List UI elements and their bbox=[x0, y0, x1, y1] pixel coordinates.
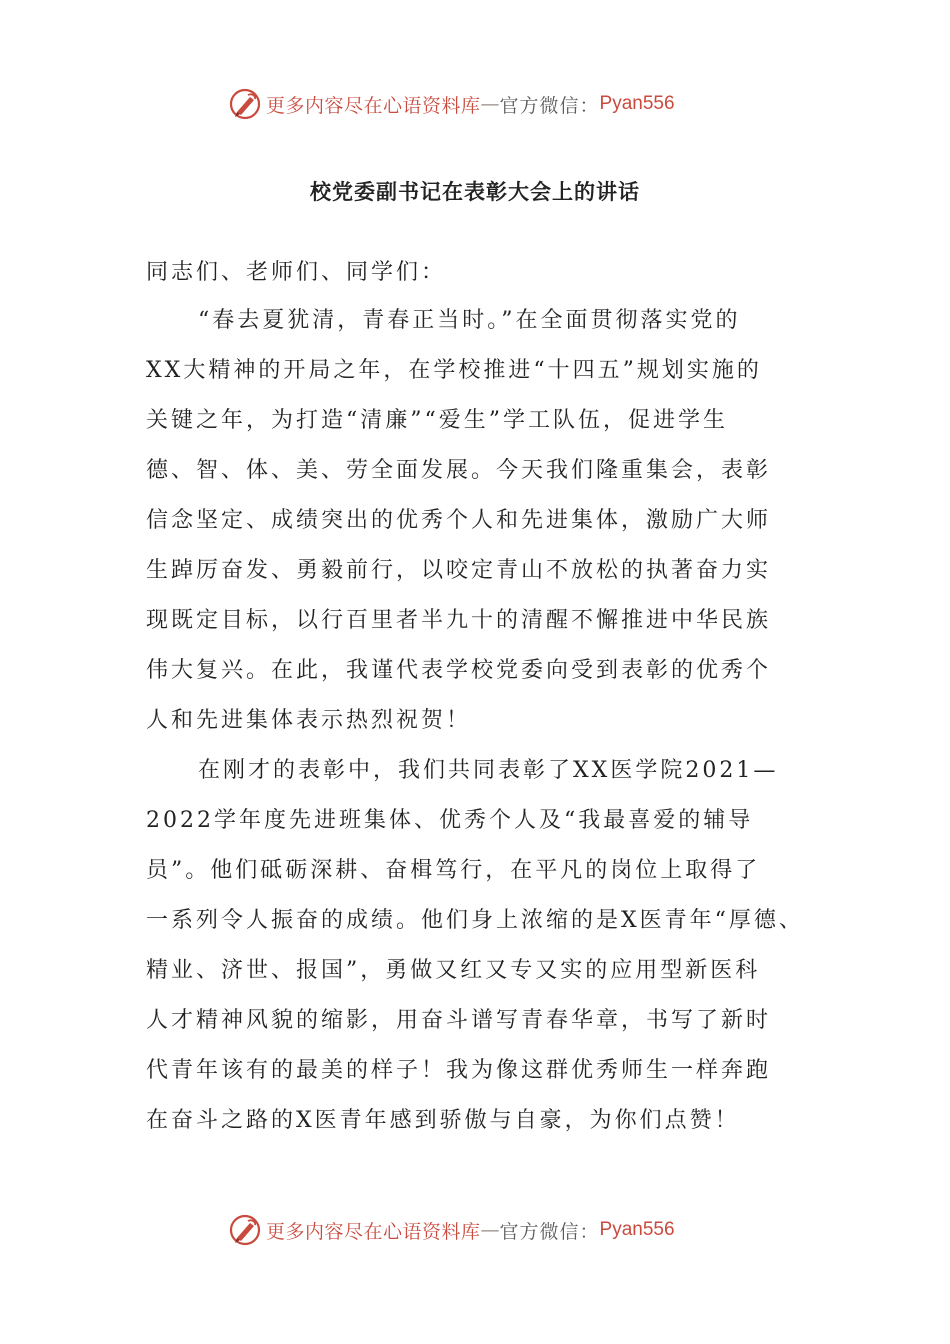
banner-wechat-id: Pyan556 bbox=[599, 93, 675, 114]
salutation: 同志们、老师们、同学们： bbox=[146, 260, 447, 285]
footer-watermark-banner bbox=[228, 1210, 675, 1250]
paragraph-line: 在刚才的表彰中，我们共同表彰了XX医学院2021— bbox=[198, 758, 779, 783]
banner-text: 更多内容尽在心语资料库 bbox=[266, 94, 481, 117]
paragraph-line: 员”。他们砥砺深耕、奋楫笃行，在平凡的岗位上取得了 bbox=[146, 858, 761, 883]
paragraph-2 bbox=[146, 746, 846, 1146]
paragraph-line: XX大精神的开局之年，在学校推进“十四五”规划实施的 bbox=[146, 358, 762, 383]
paragraph-line: 伟大复兴。在此，我谨代表学校党委向受到表彰的优秀个 bbox=[146, 658, 772, 683]
paragraph-line: 2022学年度先进班集体、优秀个人及“我最喜爱的辅导 bbox=[146, 808, 754, 833]
paragraph-line: 生踔厉奋发、勇毅前行，以咬定青山不放松的执著奋力实 bbox=[146, 558, 772, 583]
paragraph-1 bbox=[146, 296, 846, 746]
paragraph-line: 精业、济世、报国”，勇做又红又专又实的应用型新医科 bbox=[146, 958, 761, 983]
paragraph-line: 德、智、体、美、劳全面发展。今天我们隆重集会，表彰 bbox=[146, 458, 772, 483]
paragraph-line: 人和先进集体表示热烈祝贺！ bbox=[146, 708, 472, 733]
paragraph-line: 信念坚定、成绩突出的优秀个人和先进集体，激励广大师 bbox=[146, 508, 772, 533]
paragraph-line: 现既定目标，以行百里者半九十的清醒不懈推进中华民族 bbox=[146, 608, 772, 633]
paragraph-line: 人才精神风貌的缩影，用奋斗谱写青春华章，书写了新时 bbox=[146, 1008, 772, 1033]
banner-wechat-label: 官方微信： bbox=[499, 1220, 600, 1243]
banner-dash: — bbox=[480, 1219, 500, 1241]
pen-logo-icon bbox=[228, 1213, 262, 1247]
pen-logo-icon bbox=[228, 87, 262, 121]
banner-dash: — bbox=[480, 93, 500, 115]
paragraph-line: 一系列令人振奋的成绩。他们身上浓缩的是X医青年“厚德、 bbox=[146, 908, 804, 933]
paragraph-line: “春去夏犹清，青春正当时。”在全面贯彻落实党的 bbox=[198, 308, 741, 333]
banner-text: 更多内容尽在心语资料库 bbox=[266, 1220, 481, 1243]
paragraph-line: 代青年该有的最美的样子！我为像这群优秀师生一样奔跑 bbox=[146, 1058, 772, 1083]
paragraph-line: 关键之年，为打造“清廉”“爱生”学工队伍，促进学生 bbox=[146, 408, 728, 433]
banner-wechat-label: 官方微信： bbox=[499, 94, 600, 117]
header-watermark-banner bbox=[228, 84, 675, 124]
document-title: 校党委副书记在表彰大会上的讲话 bbox=[310, 180, 640, 204]
banner-wechat-id: Pyan556 bbox=[599, 1219, 675, 1240]
paragraph-line: 在奋斗之路的X医青年感到骄傲与自豪，为你们点赞！ bbox=[146, 1108, 740, 1133]
